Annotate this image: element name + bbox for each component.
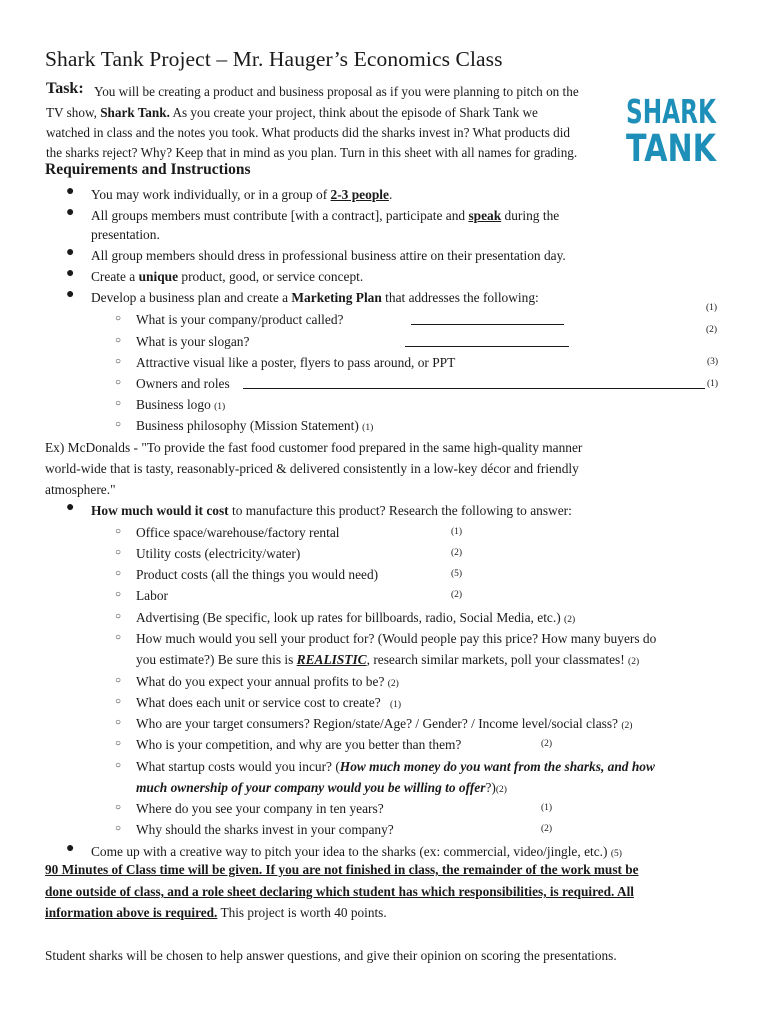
requirement-item-continuation: presentation.	[91, 227, 160, 242]
circle-bullet-icon: ○	[115, 398, 122, 409]
circle-bullet-icon: ○	[115, 675, 122, 686]
requirements-heading: Requirements and Instructions	[45, 161, 251, 178]
cost-item: Why should the sharks invest in your company?	[136, 822, 394, 837]
cost-item: What startup costs would you incur? (How much money do you want from the sharks, and how	[136, 759, 655, 774]
cost-item: Product costs (all the things you would need)	[136, 567, 379, 582]
cost-item: Where do you see your company in ten years?	[136, 801, 384, 816]
circle-bullet-icon: ○	[115, 717, 122, 728]
bullet-icon: ●	[66, 287, 75, 302]
points-label: (2)	[451, 590, 463, 600]
cost-item: What does each unit or service cost to create? (1)	[136, 695, 402, 710]
circle-bullet-icon: ○	[115, 419, 122, 430]
footer-note: Student sharks will be chosen to help answer questions, and give their opinion on scoring the presentations.	[45, 948, 617, 963]
circle-bullet-icon: ○	[115, 738, 122, 749]
circle-bullet-icon: ○	[115, 760, 122, 771]
cost-item: How much would you sell your product for? (Would people pay this price? How many buyers do	[136, 631, 657, 646]
circle-bullet-icon: ○	[115, 526, 122, 537]
marketing-item: Owners and roles	[136, 376, 230, 391]
points-label: (2)	[541, 824, 553, 834]
circle-bullet-icon: ○	[115, 611, 122, 622]
marketing-item: Business philosophy (Mission Statement) (1)	[136, 418, 374, 433]
logo-line-2: TANK	[626, 127, 718, 170]
cost-item: Utility costs (electricity/water)	[136, 546, 301, 561]
circle-bullet-icon: ○	[115, 696, 122, 707]
task-line-2: TV show, Shark Tank. As you create your project, think about the episode of Shark Tank we	[46, 105, 538, 120]
circle-bullet-icon: ○	[115, 356, 122, 367]
answer-line	[405, 346, 569, 347]
circle-bullet-icon: ○	[115, 802, 122, 813]
marketing-item: Attractive visual like a poster, flyers to pass around, or PPT	[136, 355, 456, 370]
marketing-item: What is your company/product called?	[136, 312, 344, 327]
cost-item: Who is your competition, and why are you better than them?	[136, 737, 462, 752]
bullet-icon: ●	[66, 245, 75, 260]
cost-item: Who are your target consumers? Region/state/Age? / Gender? / Income level/social class? (2)	[136, 716, 633, 731]
points-label: (5)	[451, 569, 463, 579]
points-label: (2)	[706, 325, 718, 335]
circle-bullet-icon: ○	[115, 335, 122, 346]
closing-line-1: 90 Minutes of Class time will be given. If you are not finished in class, the remainder of the work must be	[45, 862, 639, 877]
circle-bullet-icon: ○	[115, 313, 122, 324]
task-line-4: the sharks reject? Why? Keep that in mind as you plan. Turn in this sheet with all names for grading.	[46, 145, 578, 160]
requirement-item: All groups members must contribute [with a contract], participate and speak during the	[91, 208, 560, 223]
points-label: (1)	[451, 527, 463, 537]
task-line-3: watched in class and the notes you took. What products did the sharks invest in? What products did	[46, 125, 570, 140]
points-label: (1)	[706, 303, 718, 313]
cost-item-continuation: much ownership of your company would you be willing to offer?)(2)	[136, 780, 507, 795]
circle-bullet-icon: ○	[115, 589, 122, 600]
task-label: Task:	[46, 80, 84, 97]
requirement-item: All group members should dress in professional business attire on their presentation day.	[91, 248, 566, 263]
pitch-bullet: Come up with a creative way to pitch your idea to the sharks (ex: commercial, video/jingle, etc.) (5)	[91, 844, 622, 859]
bullet-icon: ●	[66, 500, 75, 515]
circle-bullet-icon: ○	[115, 568, 122, 579]
shark-tank-logo	[625, 90, 718, 170]
circle-bullet-icon: ○	[115, 823, 122, 834]
example-line-3: atmosphere."	[45, 482, 116, 497]
closing-line-3: information above is required. This project is worth 40 points.	[45, 905, 387, 920]
requirement-item: Develop a business plan and create a Marketing Plan that addresses the following:	[91, 290, 539, 305]
circle-bullet-icon: ○	[115, 377, 122, 388]
points-label: (2)	[541, 739, 553, 749]
bullet-icon: ●	[66, 205, 75, 220]
task-line-1: You will be creating a product and business proposal as if you were planning to pitch on the	[94, 84, 579, 99]
points-label: (1)	[541, 803, 553, 813]
cost-item: Labor	[136, 588, 168, 603]
marketing-item: What is your slogan?	[136, 334, 250, 349]
circle-bullet-icon: ○	[115, 632, 122, 643]
points-label: (3)	[707, 357, 719, 367]
answer-line	[243, 388, 705, 389]
points-label: (1)	[707, 379, 719, 389]
answer-line	[411, 324, 564, 325]
cost-bullet: How much would it cost to manufacture this product? Research the following to answer:	[91, 503, 572, 518]
bullet-icon: ●	[66, 841, 75, 856]
bullet-icon: ●	[66, 184, 75, 199]
cost-item: Advertising (Be specific, look up rates for billboards, radio, Social Media, etc.) (2)	[136, 610, 576, 625]
circle-bullet-icon: ○	[115, 547, 122, 558]
closing-line-2: done outside of class, and a role sheet declaring which student has which responsibilities, is required. All	[45, 884, 634, 899]
logo-line-1: SHARK	[626, 92, 717, 131]
show-name: Shark Tank.	[100, 105, 170, 120]
example-line-1: Ex) McDonalds - "To provide the fast food customer food prepared in the same high-quality manner	[45, 440, 583, 455]
requirement-item: You may work individually, or in a group of 2-3 people.	[91, 187, 393, 202]
cost-item: What do you expect your annual profits to be? (2)	[136, 674, 399, 689]
bullet-icon: ●	[66, 266, 75, 281]
example-line-2: world-wide that is tasty, reasonably-priced & delivered consistently in a low-key décor and friendly	[45, 461, 579, 476]
page-title: Shark Tank Project – Mr. Hauger’s Economics Class	[45, 47, 503, 71]
marketing-item: Business logo (1)	[136, 397, 226, 412]
cost-item-continuation: you estimate?) Be sure this is REALISTIC, research similar markets, poll your classmates! (2)	[136, 652, 640, 667]
cost-item: Office space/warehouse/factory rental	[136, 525, 340, 540]
requirement-item: Create a unique product, good, or service concept.	[91, 269, 364, 284]
points-label: (2)	[451, 548, 463, 558]
